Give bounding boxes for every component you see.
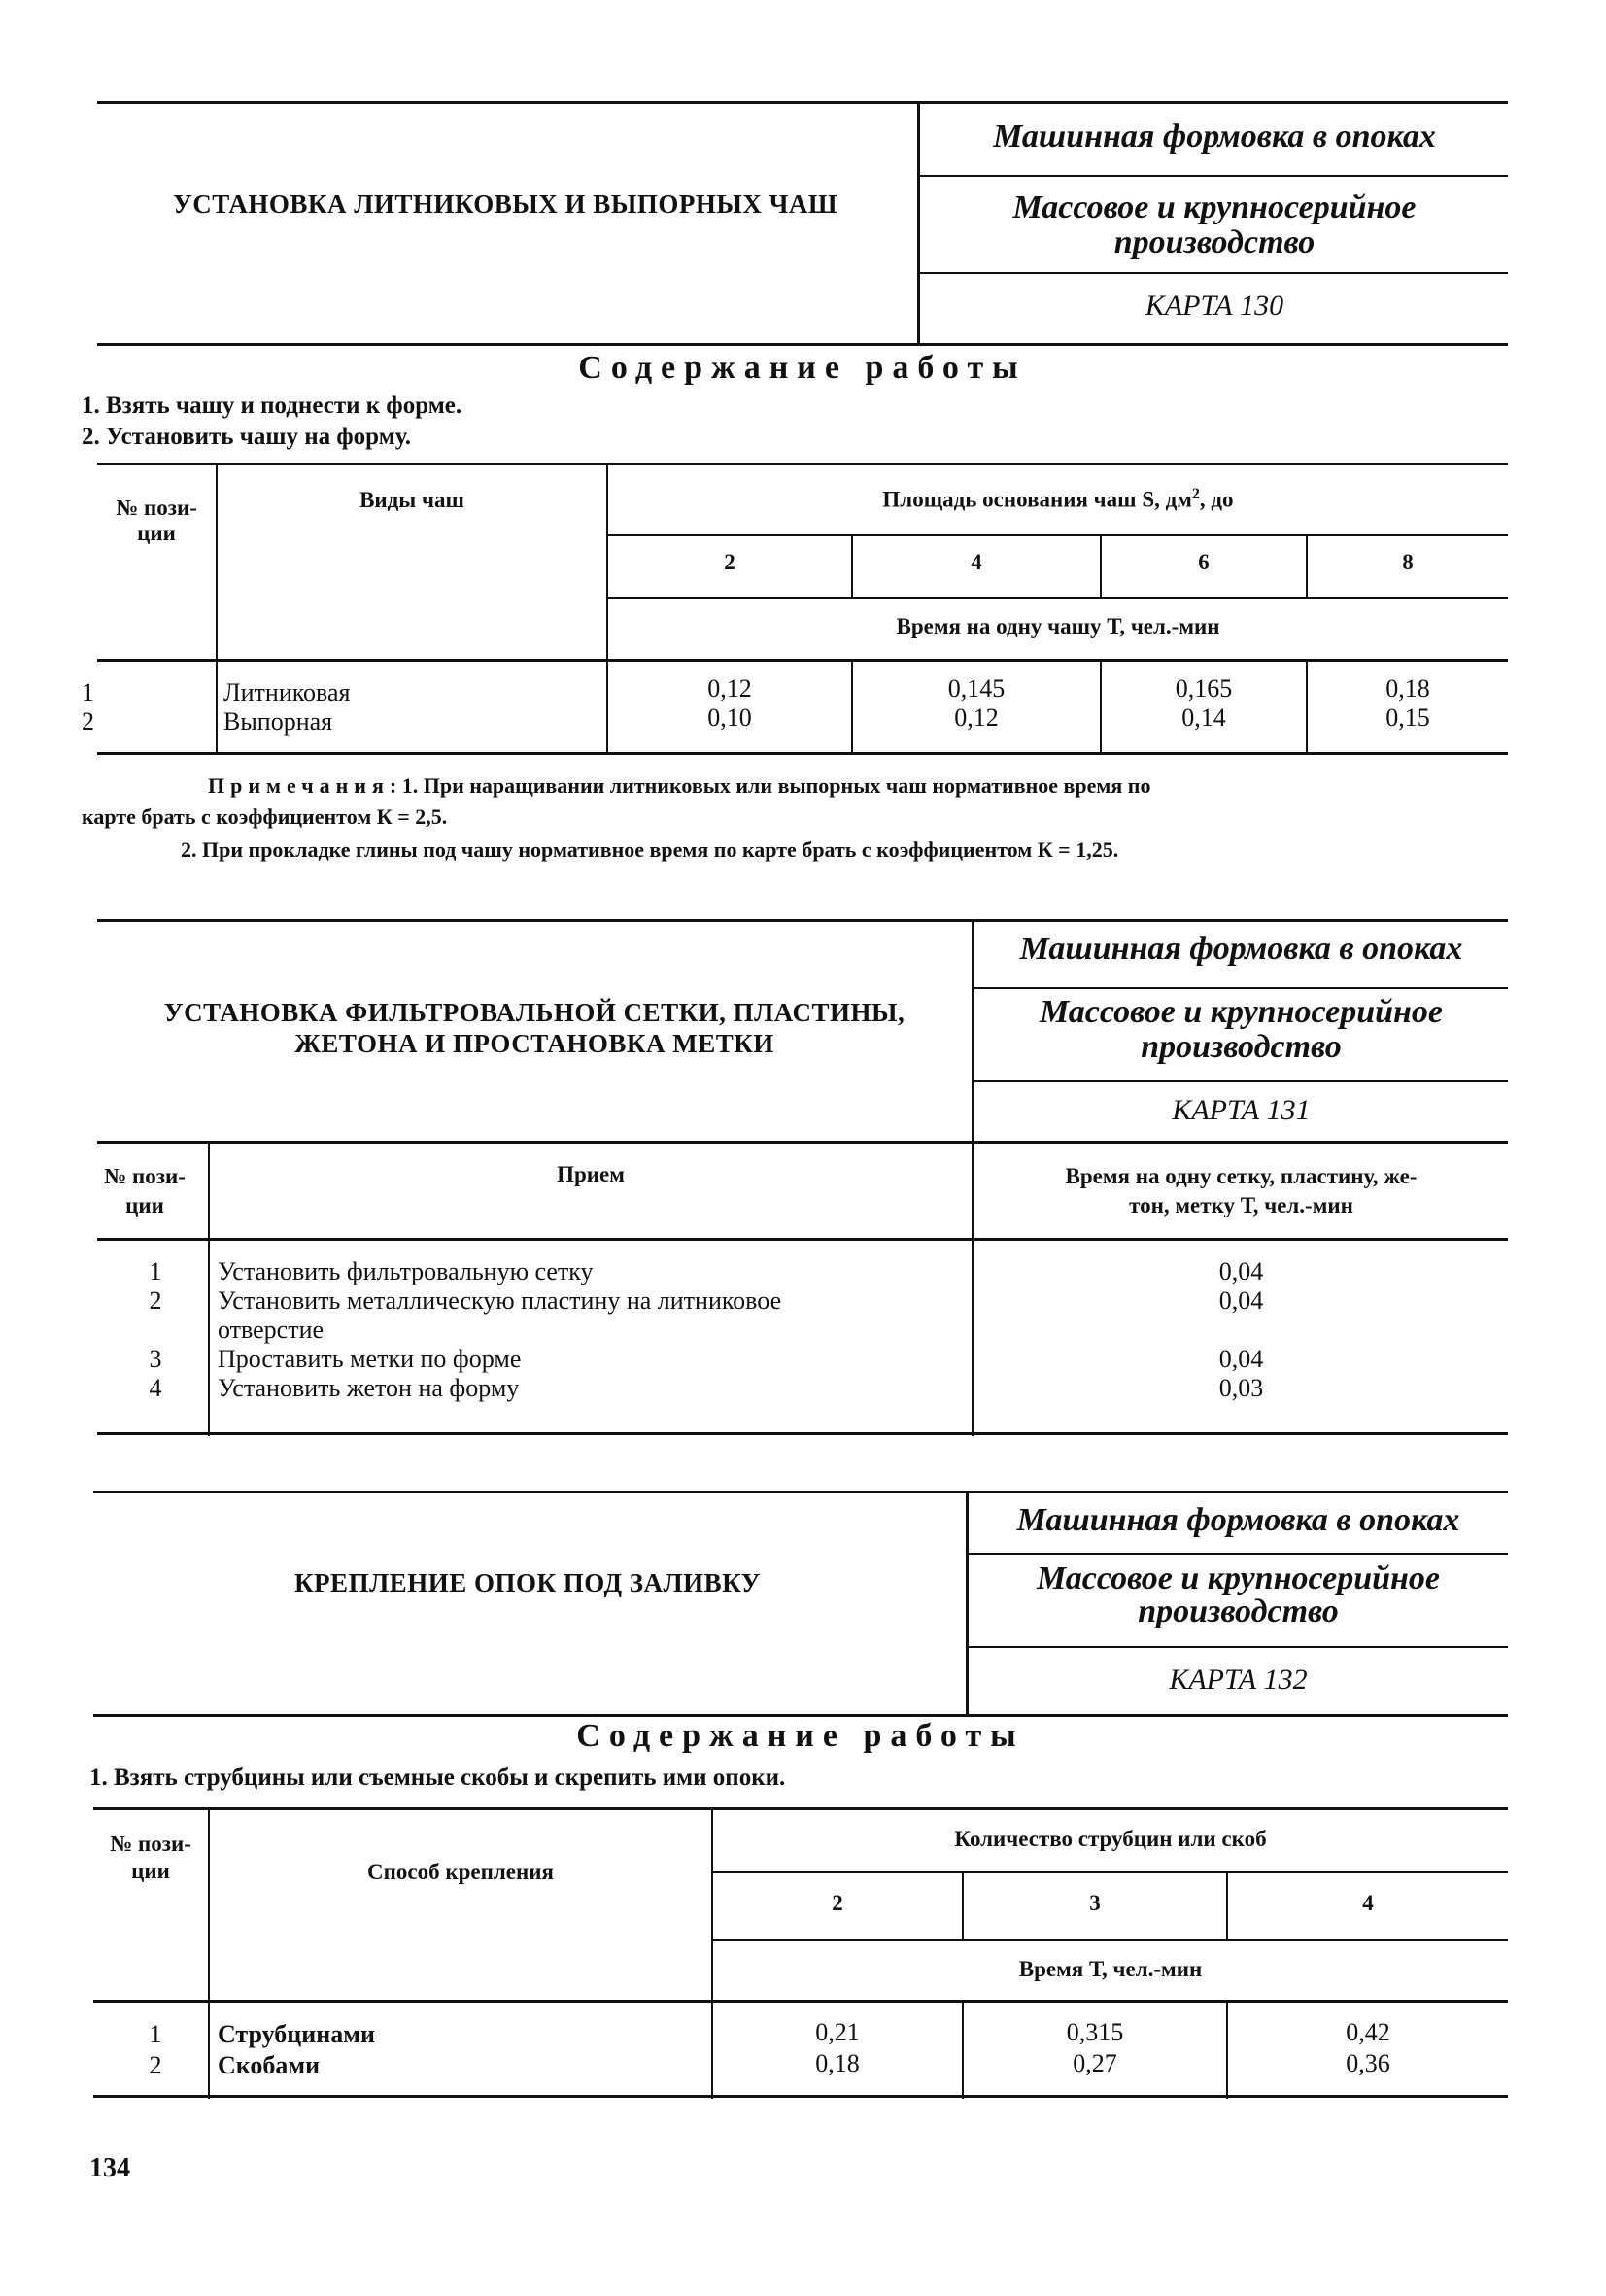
card-130-col-8-values: 0,18 0,15: [1385, 674, 1430, 732]
card-131-row-actions: Установить фильтровальную сетку Установить металлическую пластину на литниковое отверстие Проставить метки по форме Установить жетон на форму: [218, 1257, 782, 1402]
card-131-production: Массовое и крупносерийное производство: [1039, 994, 1443, 1065]
card-132-content-heading: Содержание работы: [576, 1718, 1025, 1754]
card-132-count-3: 3: [1089, 1891, 1101, 1915]
card-131-row-values: 0,04 0,04 0,04 0,03: [1218, 1257, 1264, 1402]
card-132-title: КРЕПЛЕНИЕ ОПОК ПОД ЗАЛИВКУ: [293, 1568, 761, 1597]
card-130-col-6-values: 0,165 0,14: [1175, 674, 1233, 732]
card-130-title: УСТАНОВКА ЛИТНИКОВЫХ И ВЫПОРНЫХ ЧАШ: [172, 189, 838, 219]
card-132-production: Массовое и крупносерийное производство: [1036, 1560, 1440, 1629]
card-130-col-area: Площадь основания чаш S, $дм^2$, до: [882, 486, 1234, 512]
production-line-2: производство: [1113, 224, 1316, 260]
card-132-col-4-values: 0,42 0,36: [1346, 2018, 1390, 2077]
production-line-1: Массовое и крупносерийное: [1012, 189, 1417, 225]
card-130-note-1b: карте брать с коэффициентом К = 2,5.: [82, 805, 448, 829]
card-131-label: КАРТА 131: [1172, 1094, 1311, 1126]
card-131-col-pos: № пози- ции: [104, 1164, 186, 1217]
card-131-row-pos: 1 2 3 4: [149, 1257, 162, 1402]
card-132-col-count: Количество струбцин или скоб: [954, 1827, 1267, 1851]
card-130-area-6: 6: [1198, 550, 1210, 574]
card-130-col-2-values: 0,12 0,10: [707, 674, 752, 732]
card-130-production: [923, 190, 1506, 260]
card-131-col-action: Прием: [557, 1162, 625, 1186]
card-132-row-names: Струбцинами Скобами: [218, 2020, 375, 2079]
card-132-count-4: 4: [1362, 1891, 1374, 1915]
card-130-time-label: Время на одну чашу Т, чел.-мин: [896, 614, 1220, 638]
card-130-label: КАРТА 130: [1145, 290, 1284, 322]
card-132-col-2-values: 0,21 0,18: [815, 2018, 860, 2077]
card-132-step-1: 1. Взять струбцины или съемные скобы и скрепить ими опоки.: [89, 1765, 786, 1791]
card-130-col-4-values: 0,145 0,12: [947, 674, 1006, 732]
card-132-col-method: Способ крепления: [367, 1860, 554, 1884]
card-130-area-2: 2: [724, 550, 735, 574]
card-131-title: УСТАНОВКА ФИЛЬТРОВАЛЬНОЙ СЕТКИ, ПЛАСТИНЫ, ЖЕТОНА И ПРОСТАНОВКА МЕТКИ: [163, 998, 906, 1058]
card-130-note-2: 2. При прокладке глины под чашу нормативное время по карте брать с коэффициентом К = 1,25.: [181, 838, 1119, 862]
card-130-content-heading: Содержание работы: [578, 350, 1027, 386]
card-130-col-pos: № пози- ции: [116, 496, 197, 545]
card-130-col-type: Виды чаш: [359, 488, 464, 512]
card-132-col-pos: № пози- ции: [110, 1832, 191, 1883]
card-132-col-3-values: 0,315 0,27: [1066, 2018, 1124, 2077]
card-132-method: Машинная формовка в опоках: [1016, 1502, 1460, 1538]
card-130-step-2: 2. Установить чашу на форму.: [82, 424, 411, 450]
card-130-method: Машинная формовка в опоках: [993, 119, 1436, 154]
card-130-row-pos: 1 2: [82, 678, 94, 736]
card-132-label: КАРТА 132: [1169, 1663, 1308, 1696]
notes-label: Примечания: [208, 773, 390, 798]
card-130-area-4: 4: [971, 550, 982, 574]
card-131-col-time: Время на одну сетку, пластину, же- тон, метку Т, чел.-мин: [1065, 1164, 1418, 1217]
card-132-time-label: Время Т, чел.-мин: [1018, 1957, 1203, 1981]
card-132-row-pos: 1 2: [149, 2020, 162, 2079]
card-130-note-1: Примечания: 1. При наращивании литниковых или выпорных чаш нормативное время по: [82, 773, 1515, 799]
card-132-count-2: 2: [832, 1891, 843, 1915]
card-130-step-1: 1. Взять чашу и поднести к форме.: [82, 393, 462, 419]
card-130-row-names: Литниковая Выпорная: [223, 678, 351, 736]
card-131-method: Машинная формовка в опоках: [1019, 931, 1463, 967]
page-number: 134: [89, 2153, 130, 2183]
card-130-area-8: 8: [1402, 550, 1414, 574]
